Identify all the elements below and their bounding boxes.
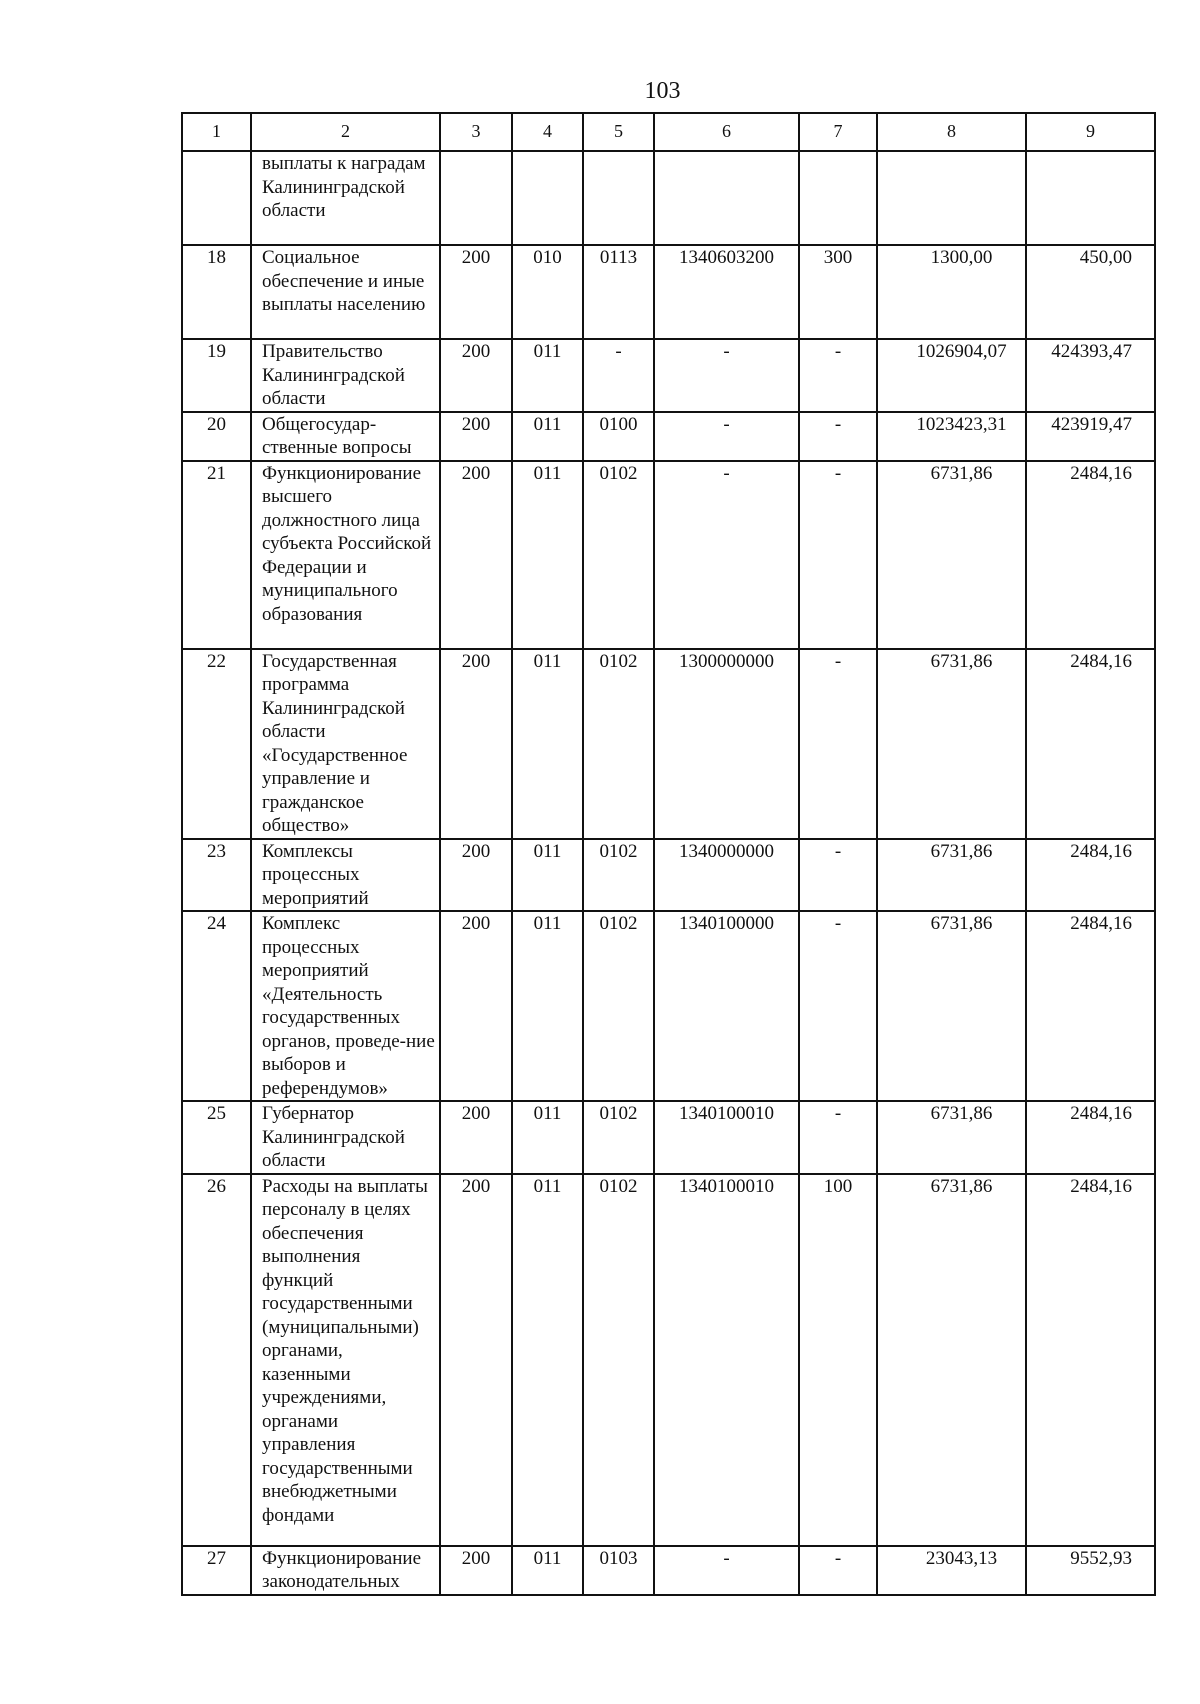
row-number: 25 bbox=[182, 1101, 251, 1174]
cell-col7 bbox=[799, 151, 877, 245]
row-name: Комплекс процессных мероприятий «Деятельность государственных органов, проведе-ние выборов и референдумов» bbox=[251, 911, 440, 1101]
column-header: 5 bbox=[583, 113, 654, 151]
cell-col8: 6731,86 bbox=[877, 461, 1026, 649]
cell-col7: - bbox=[799, 412, 877, 461]
table-row bbox=[182, 1101, 1155, 1174]
cell-col6: - bbox=[654, 1546, 799, 1595]
cell-col7: 300 bbox=[799, 245, 877, 339]
cell-col8: 6731,86 bbox=[877, 1174, 1026, 1546]
cell-col4: 011 bbox=[512, 1546, 583, 1595]
cell-col5: 0102 bbox=[583, 911, 654, 1101]
table-row bbox=[182, 1546, 1155, 1595]
row-number: 26 bbox=[182, 1174, 251, 1546]
cell-col4: 011 bbox=[512, 649, 583, 839]
row-name: Правительство Калининградской области bbox=[251, 339, 440, 412]
budget-table bbox=[181, 112, 1156, 1596]
cell-col8 bbox=[877, 151, 1026, 245]
cell-col6: - bbox=[654, 412, 799, 461]
cell-col6: 1340603200 bbox=[654, 245, 799, 339]
cell-col3: 200 bbox=[440, 1546, 512, 1595]
cell-col6: 1340000000 bbox=[654, 839, 799, 912]
table-row bbox=[182, 339, 1155, 412]
cell-col4: 011 bbox=[512, 1174, 583, 1546]
table-header-row bbox=[182, 113, 1155, 151]
cell-col7: 100 bbox=[799, 1174, 877, 1546]
column-header: 1 bbox=[182, 113, 251, 151]
cell-col4: 011 bbox=[512, 412, 583, 461]
row-number: 20 bbox=[182, 412, 251, 461]
table-row bbox=[182, 911, 1155, 1101]
column-header: 2 bbox=[251, 113, 440, 151]
table-row bbox=[182, 839, 1155, 912]
cell-col9: 2484,16 bbox=[1026, 839, 1155, 912]
cell-col5: 0102 bbox=[583, 461, 654, 649]
cell-col9 bbox=[1026, 151, 1155, 245]
cell-col6: 1340100000 bbox=[654, 911, 799, 1101]
cell-col8: 1026904,07 bbox=[877, 339, 1026, 412]
cell-col4: 011 bbox=[512, 839, 583, 912]
cell-col6: 1340100010 bbox=[654, 1101, 799, 1174]
cell-col9: 2484,16 bbox=[1026, 1174, 1155, 1546]
cell-col5: 0100 bbox=[583, 412, 654, 461]
cell-col5: - bbox=[583, 339, 654, 412]
cell-col9: 2484,16 bbox=[1026, 649, 1155, 839]
row-name: Государственная программа Калининградской области «Государственное управление и гражданское общество» bbox=[251, 649, 440, 839]
cell-col6: 1340100010 bbox=[654, 1174, 799, 1546]
row-name: выплаты к наградам Калининградской области bbox=[251, 151, 440, 245]
column-header: 4 bbox=[512, 113, 583, 151]
table-row bbox=[182, 649, 1155, 839]
cell-col3: 200 bbox=[440, 339, 512, 412]
cell-col5: 0102 bbox=[583, 839, 654, 912]
cell-col3 bbox=[440, 151, 512, 245]
row-name: Общегосудар-ственные вопросы bbox=[251, 412, 440, 461]
cell-col7: - bbox=[799, 1101, 877, 1174]
cell-col4: 010 bbox=[512, 245, 583, 339]
cell-col8: 23043,13 bbox=[877, 1546, 1026, 1595]
cell-col5 bbox=[583, 151, 654, 245]
cell-col3: 200 bbox=[440, 461, 512, 649]
cell-col3: 200 bbox=[440, 1101, 512, 1174]
row-name: Комплексы процессных мероприятий bbox=[251, 839, 440, 912]
cell-col9: 2484,16 bbox=[1026, 1101, 1155, 1174]
cell-col7: - bbox=[799, 339, 877, 412]
cell-col9: 450,00 bbox=[1026, 245, 1155, 339]
cell-col3: 200 bbox=[440, 839, 512, 912]
cell-col8: 6731,86 bbox=[877, 839, 1026, 912]
row-name: Губернатор Калининградской области bbox=[251, 1101, 440, 1174]
cell-col3: 200 bbox=[440, 1174, 512, 1546]
cell-col9: 9552,93 bbox=[1026, 1546, 1155, 1595]
row-number: 19 bbox=[182, 339, 251, 412]
cell-col8: 6731,86 bbox=[877, 649, 1026, 839]
cell-col3: 200 bbox=[440, 649, 512, 839]
row-name: Расходы на выплаты персоналу в целях обеспечения выполнения функций государственными (муниципальными) органами, казенными учреждениями, органами управления государственными внебюджетными фондами bbox=[251, 1174, 440, 1546]
cell-col5: 0113 bbox=[583, 245, 654, 339]
row-name: Социальное обеспечение и иные выплаты населению bbox=[251, 245, 440, 339]
row-number: 24 bbox=[182, 911, 251, 1101]
cell-col6: - bbox=[654, 339, 799, 412]
cell-col9: 2484,16 bbox=[1026, 911, 1155, 1101]
table-row bbox=[182, 245, 1155, 339]
cell-col3: 200 bbox=[440, 245, 512, 339]
row-name: Функционирование законодательных bbox=[251, 1546, 440, 1595]
cell-col7: - bbox=[799, 649, 877, 839]
cell-col8: 6731,86 bbox=[877, 1101, 1026, 1174]
cell-col7: - bbox=[799, 839, 877, 912]
table-row bbox=[182, 151, 1155, 245]
column-header: 7 bbox=[799, 113, 877, 151]
cell-col9: 423919,47 bbox=[1026, 412, 1155, 461]
cell-col5: 0102 bbox=[583, 1101, 654, 1174]
cell-col6 bbox=[654, 151, 799, 245]
cell-col8: 6731,86 bbox=[877, 911, 1026, 1101]
cell-col7: - bbox=[799, 461, 877, 649]
cell-col7: - bbox=[799, 911, 877, 1101]
row-number: 21 bbox=[182, 461, 251, 649]
table-row bbox=[182, 1174, 1155, 1546]
cell-col8: 1023423,31 bbox=[877, 412, 1026, 461]
column-header: 3 bbox=[440, 113, 512, 151]
column-header: 6 bbox=[654, 113, 799, 151]
cell-col6: - bbox=[654, 461, 799, 649]
cell-col4 bbox=[512, 151, 583, 245]
cell-col4: 011 bbox=[512, 911, 583, 1101]
cell-col9: 424393,47 bbox=[1026, 339, 1155, 412]
cell-col8: 1300,00 bbox=[877, 245, 1026, 339]
row-number: 22 bbox=[182, 649, 251, 839]
column-header: 9 bbox=[1026, 113, 1155, 151]
cell-col5: 0102 bbox=[583, 649, 654, 839]
cell-col3: 200 bbox=[440, 412, 512, 461]
cell-col4: 011 bbox=[512, 339, 583, 412]
cell-col5: 0103 bbox=[583, 1546, 654, 1595]
cell-col4: 011 bbox=[512, 461, 583, 649]
cell-col5: 0102 bbox=[583, 1174, 654, 1546]
table-row bbox=[182, 461, 1155, 649]
cell-col4: 011 bbox=[512, 1101, 583, 1174]
row-number bbox=[182, 151, 251, 245]
row-number: 27 bbox=[182, 1546, 251, 1595]
row-number: 23 bbox=[182, 839, 251, 912]
column-header: 8 bbox=[877, 113, 1026, 151]
page-number: 103 bbox=[644, 78, 681, 104]
cell-col7: - bbox=[799, 1546, 877, 1595]
cell-col3: 200 bbox=[440, 911, 512, 1101]
table-row bbox=[182, 412, 1155, 461]
row-number: 18 bbox=[182, 245, 251, 339]
cell-col9: 2484,16 bbox=[1026, 461, 1155, 649]
row-name: Функционирование высшего должностного лица субъекта Российской Федерации и муниципального образования bbox=[251, 461, 440, 649]
cell-col6: 1300000000 bbox=[654, 649, 799, 839]
